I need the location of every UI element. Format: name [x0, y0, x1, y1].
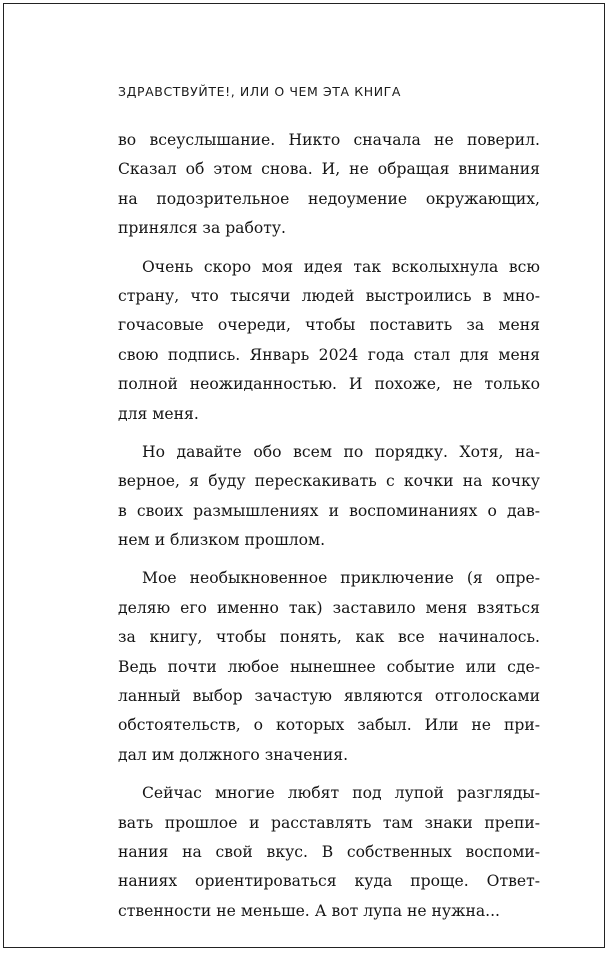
- body-text: [118, 126, 540, 926]
- text-line: Мое необыкновенное приключение (я опре-: [142, 569, 540, 588]
- text-line: нания на свой вкус. В собственных воспоми-: [118, 842, 540, 861]
- text-line: для меня.: [118, 404, 199, 423]
- text-line: в своих размышлениях и воспоминаниях о дав-: [118, 501, 540, 520]
- text-line: вать прошлое и расставлять там знаки препи-: [118, 813, 540, 832]
- text-line: ланный выбор зачастую являются отголосками: [118, 687, 540, 706]
- page-frame: [3, 3, 605, 948]
- text-line: Ведь почти любое нынешнее событие или сде-: [118, 657, 540, 676]
- text-line: наниях ориентироваться куда проще. Ответ-: [118, 872, 540, 891]
- text-line: Сказал об этом снова. И, не обращая внимания: [118, 160, 540, 179]
- text-line: верное, я буду перескакивать с кочки на кочку: [118, 472, 540, 491]
- text-line: Сейчас многие любят под лупой разгляды-: [142, 784, 540, 803]
- text-line: свою подпись. Январь 2024 года стал для меня: [118, 345, 540, 364]
- paragraph: [118, 564, 540, 770]
- paragraph: [118, 253, 540, 429]
- paragraph: [118, 126, 540, 244]
- running-head: ЗДРАВСТВУЙТЕ!, ИЛИ О ЧЕМ ЭТА КНИГА: [118, 84, 402, 99]
- text-line: Но давайте обо всем по порядку. Хотя, на-: [142, 442, 540, 461]
- text-line: гочасовые очереди, чтобы поставить за меня: [118, 316, 540, 335]
- paragraph: [118, 779, 540, 926]
- text-line: Очень скоро моя идея так всколыхнула всю: [142, 257, 540, 276]
- text-line: нем и близком прошлом.: [118, 531, 326, 550]
- text-line: на подозрительное недоумение окружающих,: [118, 189, 540, 208]
- text-line: ственности не меньше. А вот лупа не нужна...: [118, 901, 501, 920]
- text-line: деляю его именно так) заставило меня взяться: [118, 598, 540, 617]
- text-line: принялся за работу.: [118, 219, 287, 238]
- text-line: за книгу, чтобы понять, как все начиналось.: [118, 628, 540, 647]
- paragraph: [118, 438, 540, 556]
- text-line: страну, что тысячи людей выстроились в мно-: [118, 286, 540, 305]
- text-line: полной неожиданностью. И похоже, не только: [118, 375, 540, 394]
- text-line: обстоятельств, о которых забыл. Или не при-: [118, 716, 540, 735]
- text-line: дал им должного значения.: [118, 745, 349, 764]
- text-line: во всеуслышание. Никто сначала не поверил.: [118, 131, 540, 149]
